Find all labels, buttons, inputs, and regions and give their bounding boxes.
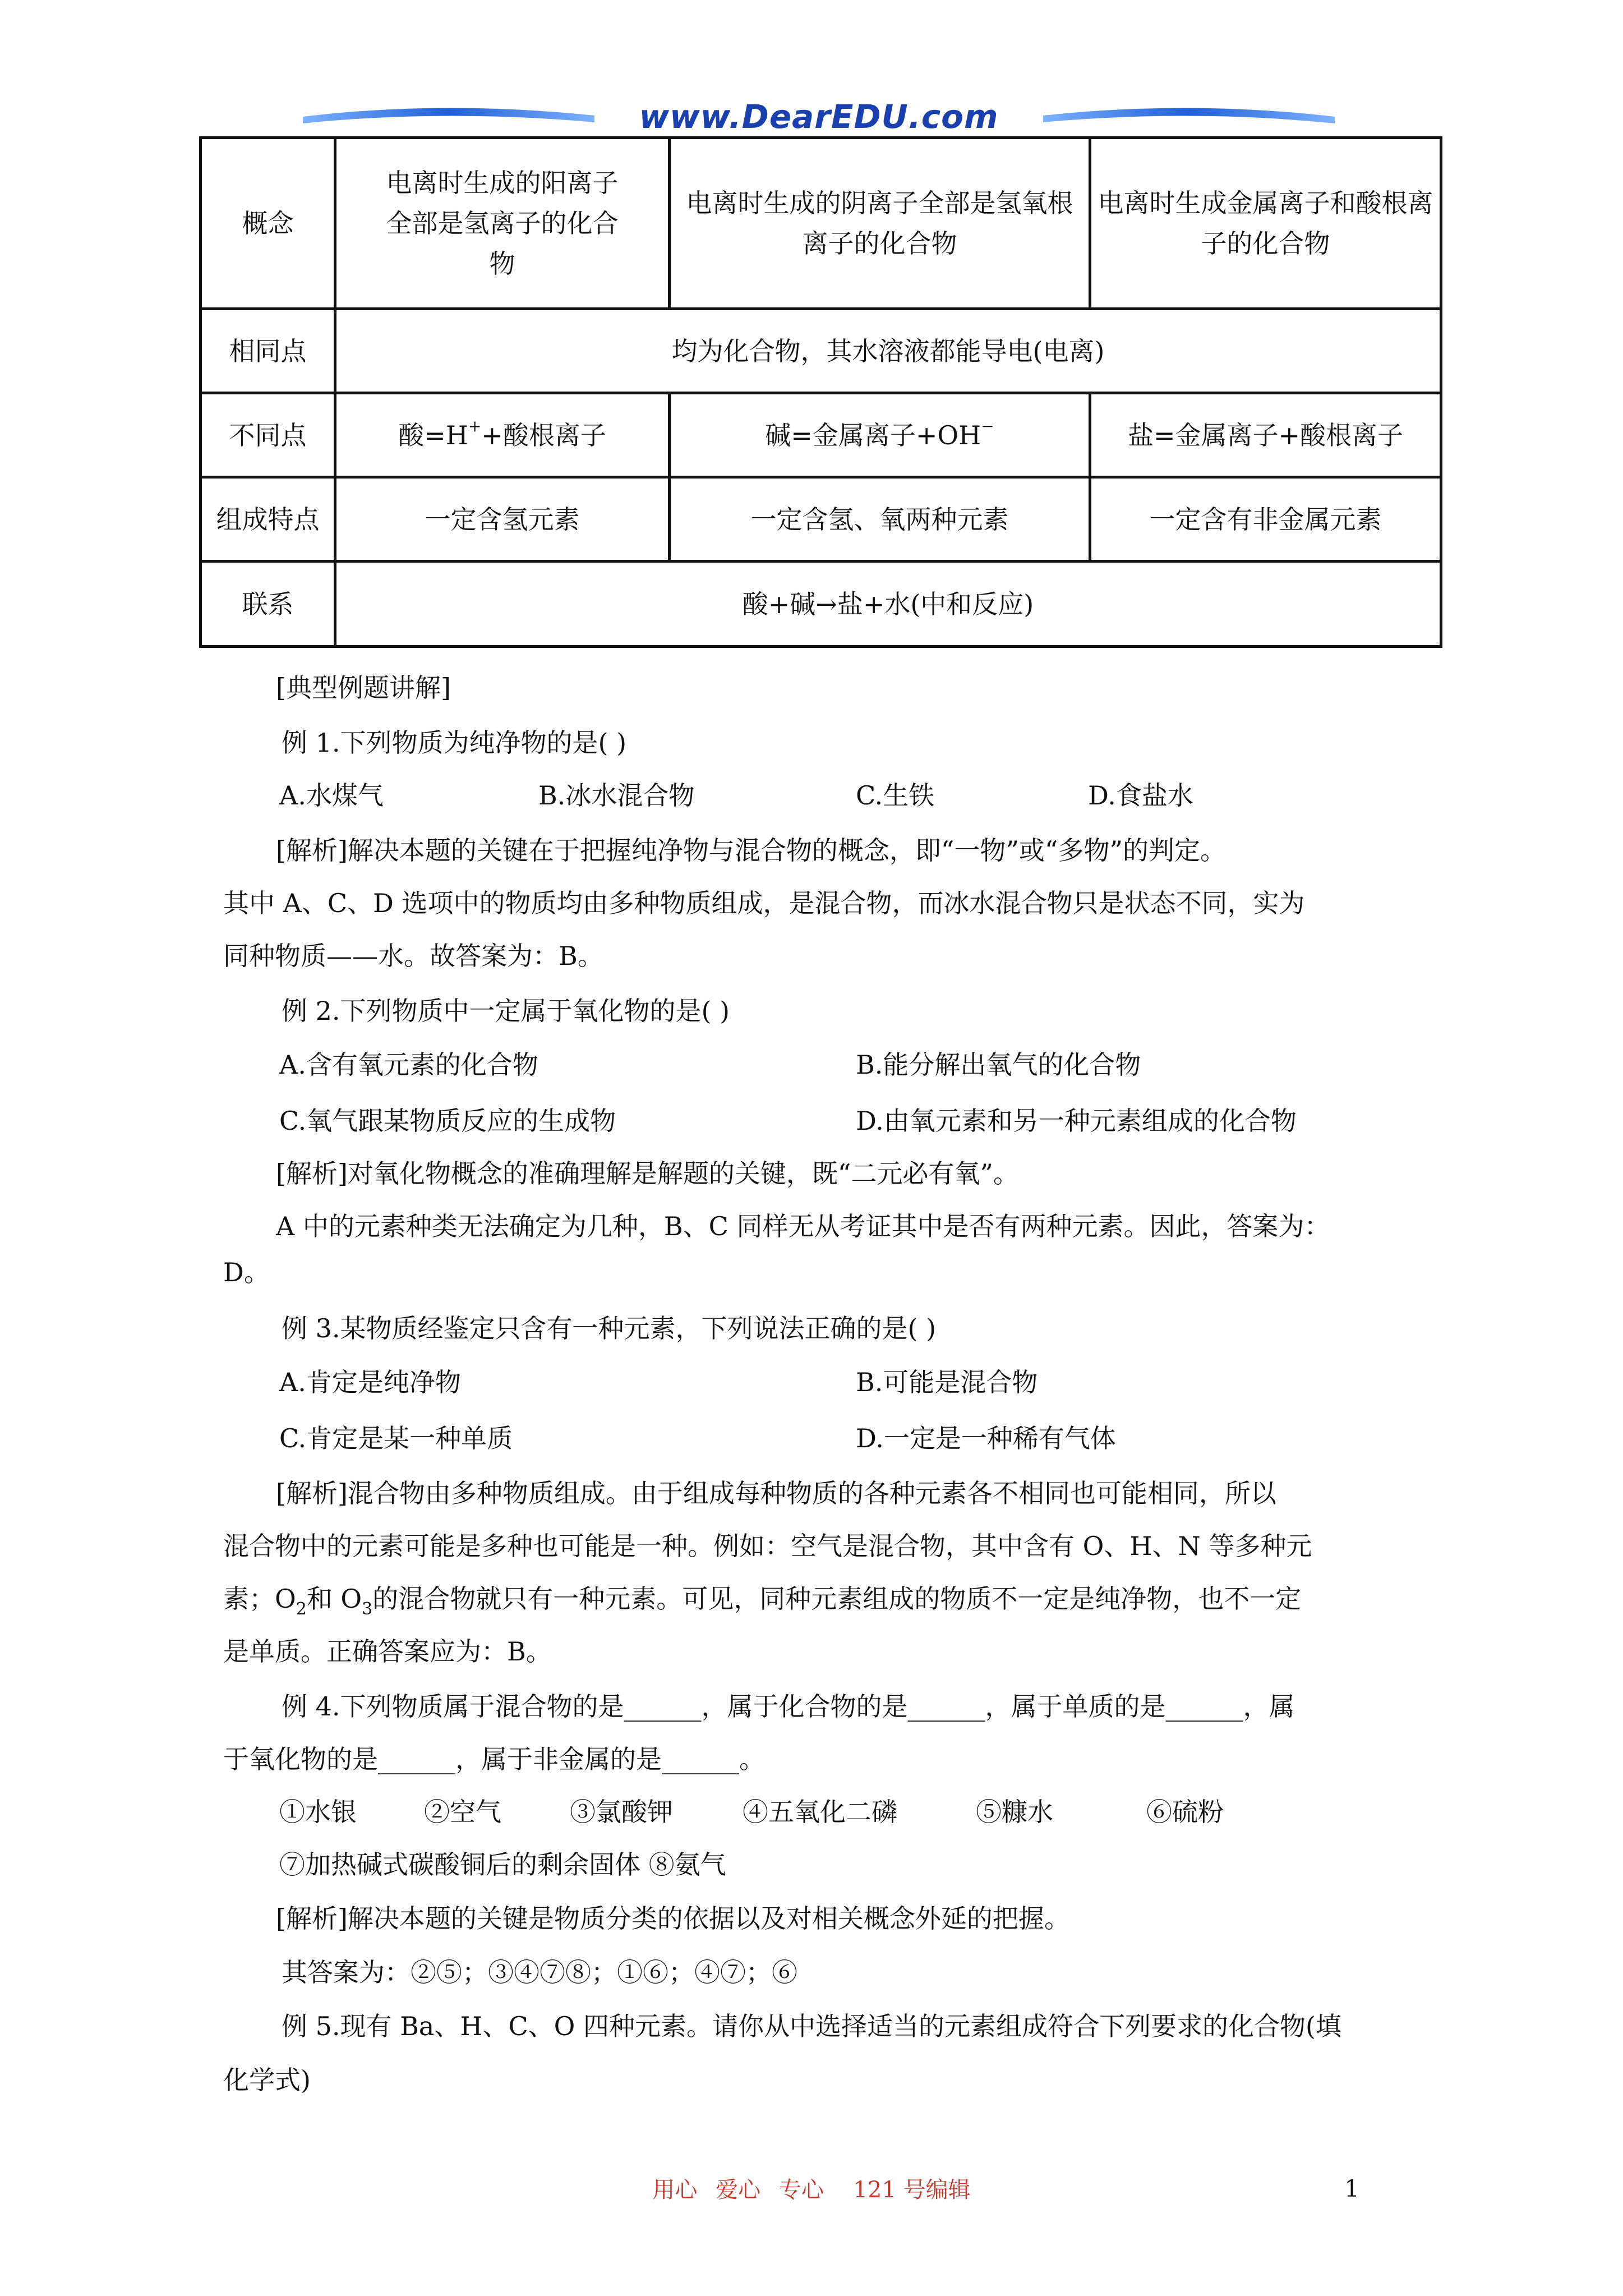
example-2-option-d: D.由氧元素和另一种元素组成的化合物 — [856, 1106, 1297, 1136]
cell-text: 酸=H — [398, 420, 468, 450]
example-4-question: 例 4.下列物质属于混合物的是______，属于化合物的是______，属于单质的是______，属 — [282, 1691, 1295, 1722]
table-cell — [670, 393, 1090, 477]
site-logo-text[interactable]: www.DearEDU.com — [639, 98, 999, 136]
table-row — [201, 562, 1441, 647]
superscript: − — [981, 416, 994, 435]
example-1-question: 例 1.下列物质为纯净物的是( ) — [282, 728, 627, 758]
example-2-option-a: A.含有氧元素的化合物 — [279, 1050, 538, 1080]
footer-text: 121 号编辑 — [853, 2177, 971, 2203]
example-2-option-b: B.能分解出氧气的化合物 — [856, 1050, 1141, 1080]
example-1-analysis: [解析]解决本题的关键在于把握纯净物与混合物的概念，即“一物”或“多物”的判定。 — [276, 835, 1226, 866]
row-head: 概念 — [201, 138, 335, 309]
example-3-option-c: C.肯定是某一种单质 — [279, 1423, 513, 1453]
example-1-option-b: B.冰水混合物 — [538, 780, 695, 811]
example-3-analysis-line2: 混合物中的元素可能是多种也可能是一种。例如：空气是混合物，其中含有 O、H、N 等多种元 — [223, 1531, 1312, 1561]
example-2-question: 例 2.下列物质中一定属于氧化物的是( ) — [282, 996, 730, 1026]
cell-text: 碱=金属离子+OH — [765, 420, 981, 450]
table-cell — [670, 138, 1090, 309]
example-3-option-a: A.肯定是纯净物 — [279, 1367, 461, 1397]
example-4-item: ⑥硫粉 — [1146, 1797, 1224, 1827]
subscript: 3 — [362, 1599, 373, 1619]
example-4-analysis: [解析]解决本题的关键是物质分类的依据以及对相关概念外延的把握。 — [276, 1903, 1070, 1934]
example-1-option-a: A.水煤气 — [279, 780, 384, 811]
example-5-question-line2: 化学式) — [223, 2065, 311, 2095]
example-3-analysis-line3 — [223, 1572, 1423, 1630]
example-4-item: ④五氧化二磷 — [743, 1797, 897, 1827]
example-3-analysis: [解析]混合物由多种物质组成。由于组成每种物质的各种元素各不相同也可能相同，所以 — [276, 1478, 1276, 1508]
table-row — [201, 309, 1441, 393]
table-cell-span: 酸+碱→盐+水(中和反应) — [335, 562, 1441, 647]
footer-text: 爱心 — [716, 2177, 761, 2203]
example-2-analysis-line3: D。 — [223, 1257, 270, 1287]
example-3-option-d: D.一定是一种稀有气体 — [856, 1423, 1116, 1453]
table-cell — [1090, 393, 1441, 477]
example-2-analysis-line2: A 中的元素种类无法确定为几种，B、C 同样无从考证其中是否有两种元素。因此，答案为： — [276, 1211, 1330, 1241]
row-head: 联系 — [201, 562, 335, 647]
example-4-items-line2: ⑦加热碱式碳酸铜后的剩余固体 ⑧氨气 — [279, 1849, 726, 1880]
comparison-table — [199, 136, 1442, 648]
example-4-question-line2: 于氧化物的是______，属于非金属的是______。 — [223, 1744, 765, 1774]
table-row — [201, 138, 1441, 309]
table-cell — [335, 393, 670, 477]
row-head: 相同点 — [201, 309, 335, 393]
footer-text: 专心 — [778, 2177, 824, 2203]
row-head: 组成特点 — [201, 477, 335, 562]
example-4-item: ⑤糠水 — [976, 1797, 1053, 1827]
example-2-option-c: C.氧气跟某物质反应的生成物 — [279, 1106, 616, 1136]
example-1-option-c: C.生铁 — [856, 780, 935, 811]
example-1-option-d: D.食盐水 — [1088, 780, 1193, 811]
text-run: 的混合物就只有一种元素。可见，同种元素组成的物质不一定是纯净物，也不一定 — [372, 1584, 1302, 1614]
example-3-question: 例 3.某物质经鉴定只含有一种元素，下列说法正确的是( ) — [282, 1313, 937, 1343]
table-cell: 一定含有非金属元素 — [1090, 477, 1441, 562]
superscript: + — [468, 416, 482, 435]
table-cell: 一定含氢、氧两种元素 — [670, 477, 1090, 562]
example-3-option-b: B.可能是混合物 — [856, 1367, 1038, 1397]
cell-text: 电离时生成金属离子和酸根离子的化合物 — [1098, 188, 1433, 259]
table-row — [201, 477, 1441, 562]
example-4-item: ③氯酸钾 — [570, 1797, 673, 1827]
cell-text: 电离时生成的阴离子全部是氢氧根离子的化合物 — [686, 188, 1073, 259]
example-4-answer: 其答案为：②⑤；③④⑦⑧；①⑥；④⑦；⑥ — [282, 1957, 797, 1987]
cell-text: +酸根离子 — [481, 420, 606, 450]
footer-text: 用心 — [652, 2177, 698, 2203]
example-2-analysis: [解析]对氧化物概念的准确理解是解题的关键，既“二元必有氧”。 — [276, 1158, 1019, 1189]
text-run: 素；O — [223, 1584, 296, 1614]
table-row — [201, 393, 1441, 477]
cell-text: 盐=金属离子+酸根离子 — [1127, 420, 1404, 450]
table-cell: 一定含氢元素 — [335, 477, 670, 562]
page-number: 1 — [1344, 2175, 1359, 2202]
table-cell — [1090, 138, 1441, 309]
text-run: 和 O — [306, 1584, 362, 1614]
section-heading: [典型例题讲解] — [276, 673, 451, 703]
subscript: 2 — [296, 1599, 307, 1619]
example-3-analysis-line4: 是单质。正确答案应为：B。 — [223, 1636, 552, 1667]
table-cell-span: 均为化合物，其水溶液都能导电(电离) — [335, 309, 1441, 393]
page-footer — [0, 2172, 1623, 2204]
cell-text: 电离时生成的阳离子全部是氢离子的化合物 — [386, 168, 619, 279]
table-cell — [335, 138, 670, 309]
example-1-analysis-line2: 其中 A、C、D 选项中的物质均由多种物质组成，是混合物，而冰水混合物只是状态不同，实为 — [223, 888, 1305, 918]
example-1-analysis-line3: 同种物质——水。故答案为：B。 — [223, 941, 603, 971]
example-4-item: ②空气 — [424, 1797, 501, 1827]
row-head: 不同点 — [201, 393, 335, 477]
example-4-item: ①水银 — [279, 1797, 357, 1827]
example-5-question: 例 5.现有 Ba、H、C、O 四种元素。请你从中选择适当的元素组成符合下列要求的化合物(填 — [282, 2011, 1341, 2041]
